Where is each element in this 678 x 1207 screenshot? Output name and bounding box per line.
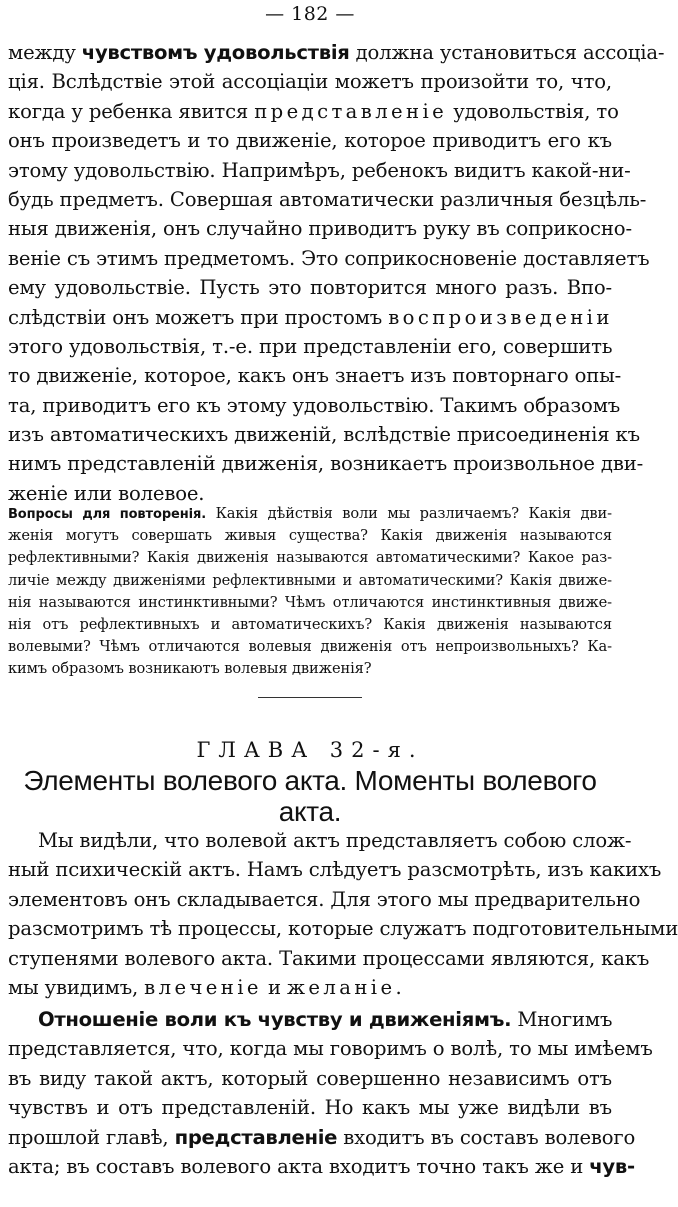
- text-line: будь предметъ. Совершая автоматически различныя безцѣль-: [8, 187, 647, 211]
- text-line: то движеніе, которое, какъ онъ знаетъ изъ повторнаго опы-: [8, 364, 622, 388]
- question-line: Вопросы для повторенія. Какія дѣйствія воли мы различаемъ? Какія дви-: [8, 505, 612, 522]
- text-line: между чувствомъ удовольствія должна установиться ассоціа-: [8, 41, 665, 64]
- spaced-term: представленіе: [254, 99, 448, 123]
- question-line: личіе между движеніями рефлективными и автоматическими? Какія движе-: [8, 571, 612, 589]
- text-line: ный психическій актъ. Намъ слѣдуетъ разсмотрѣть, изъ какихъ: [8, 858, 662, 882]
- bold-term: представленіе: [174, 1125, 338, 1149]
- text-line: мы увидимъ, влеченіе и желаніе.: [8, 975, 402, 999]
- text-line: ныя движенія, онъ случайно приводитъ руку въ соприкосно-: [8, 217, 632, 241]
- chapter-number: ГЛАВА 32-я.: [196, 738, 424, 762]
- text-line: ція. Вслѣдствіе этой ассоціаціи можетъ произойти то, что,: [8, 70, 612, 94]
- text-line: та, приводитъ его къ этому удовольствію. Такимъ образомъ: [8, 393, 621, 417]
- spaced-term: воспроизведеніи: [388, 305, 613, 329]
- spaced-term: желаніе: [287, 975, 396, 999]
- question-line: нія называются инстинктивными? Чѣмъ отличаются инстинктивныя движе-: [8, 593, 612, 611]
- text-line: когда у ребенка явится представленіе удовольствія, то: [8, 99, 619, 123]
- section-divider: [258, 697, 362, 698]
- chapter-title: [0, 765, 620, 827]
- question-line: нія отъ рефлективныхъ и автоматическихъ? Какія движенія называются: [8, 615, 612, 633]
- text-line: въ виду такой актъ, который совершенно независимъ отъ: [8, 1066, 612, 1090]
- text-line: ступенями волевого акта. Такими процессами являются, какъ: [8, 946, 650, 970]
- text-line: разсмотримъ тѣ процессы, которые служатъ подготовительными: [8, 917, 678, 941]
- text-line: элементовъ онъ складывается. Для этого мы предварительно: [8, 887, 641, 911]
- top-paragraph: [8, 38, 665, 508]
- text-line: чувствъ и отъ представленій. Но какъ мы уже видѣли въ: [8, 1096, 612, 1120]
- paragraph-2: [8, 826, 678, 1002]
- text-line: онъ произведетъ и то движеніе, которое приводитъ его къ: [8, 129, 612, 153]
- section-heading: Отношеніе воли къ чувству и движеніямъ.: [38, 1008, 512, 1031]
- bold-term: чувствомъ удовольствія: [81, 41, 350, 64]
- text-line: представляется, что, когда мы говоримъ о волѣ, то мы имѣемъ: [8, 1037, 653, 1061]
- text-line: изъ автоматическихъ движеній, вслѣдствіе присоединенія къ: [8, 423, 640, 447]
- text-line: прошлой главѣ, представленіе входитъ въ составъ волевого: [8, 1125, 636, 1149]
- text-line: женіе или волевое.: [8, 481, 205, 505]
- paragraph-3: [8, 1005, 653, 1181]
- chapter-title-line: акта.: [278, 796, 342, 827]
- review-questions: [8, 503, 612, 681]
- text-line: Мы видѣли, что волевой актъ представляетъ собою слож-: [38, 829, 632, 852]
- page-number: — 182 —: [265, 3, 355, 25]
- question-line: кимъ образомъ возникаютъ волевыя движенія?: [8, 660, 372, 678]
- question-line: женія могутъ совершать живыя существа? Какія движенія называются: [8, 527, 612, 545]
- questions-heading: Вопросы для повторенія.: [8, 507, 207, 522]
- question-line: рефлективными? Какія движенія называются автоматическими? Какое раз-: [8, 549, 612, 567]
- text-line: акта; въ составъ волевого акта входитъ точно такъ же и чув-: [8, 1154, 635, 1178]
- text-line: этому удовольствію. Напримѣръ, ребенокъ видитъ какой-ни-: [8, 158, 631, 182]
- text-line: нимъ представленій движенія, возникаетъ произвольное дви-: [8, 452, 644, 476]
- text-line: Отношеніе воли къ чувству и движеніямъ. Многимъ: [38, 1008, 613, 1031]
- chapter-title-line: Элементы волевого акта. Моменты волевого: [23, 765, 597, 796]
- question-line: волевыми? Чѣмъ отличаются волевыя движенія отъ непроизвольныхъ? Ка-: [8, 638, 612, 656]
- text-line: этого удовольствія, т.-е. при представленіи его, совершить: [8, 334, 613, 358]
- text-line: ему удовольствіе. Пусть это повторится много разъ. Впо-: [8, 276, 612, 300]
- text-line: веніе съ этимъ предметомъ. Это соприкосновеніе доставляетъ: [8, 246, 650, 270]
- text-line: слѣдствіи онъ можетъ при простомъ воспроизведеніи: [8, 305, 613, 329]
- bold-term: чув-: [589, 1154, 635, 1178]
- spaced-term: влеченіе: [144, 975, 262, 999]
